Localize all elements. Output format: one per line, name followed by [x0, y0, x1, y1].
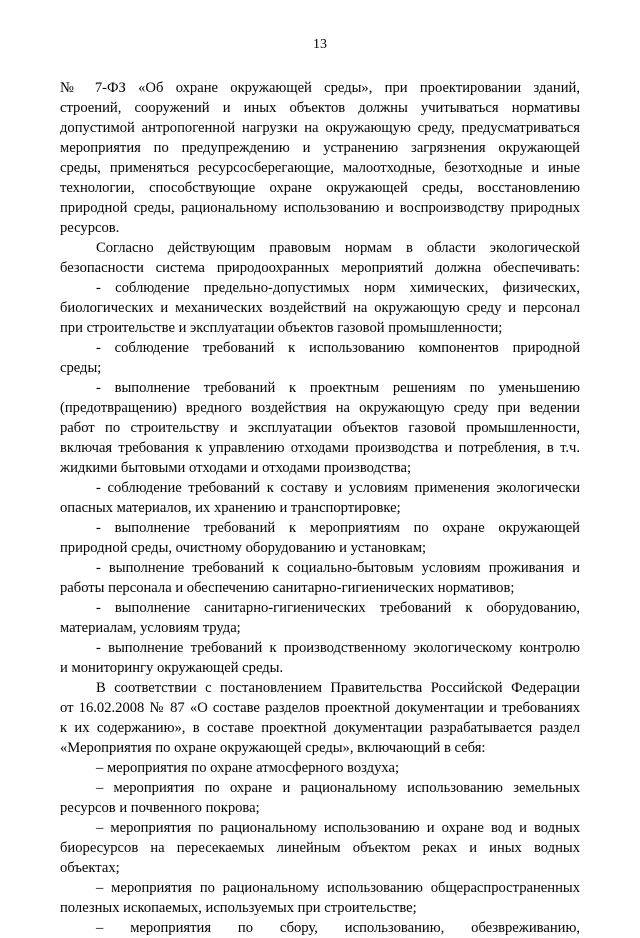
text-line: - выполнение требований к проектным решениям по уменьшению — [96, 380, 580, 396]
text-line: работ по строительству и эксплуатации объектов газовой промышленности, — [60, 420, 580, 436]
page-number: 13 — [313, 37, 327, 52]
text-line: биологических и механических воздействий на окружающую среду и персонал — [60, 300, 580, 316]
text-line: - выполнение требований к мероприятиям по охране окружающей — [96, 520, 580, 536]
text-line: от 16.02.2008 № 87 «О составе разделов проектной документации и требованиях — [60, 700, 580, 716]
text-line: «Мероприятия по охране окружающей среды», включающий в себя: — [60, 740, 486, 756]
text-line: жидкими бытовыми отходами и отходами производства; — [60, 460, 412, 476]
text-line: к их содержанию», в составе проектной документации разрабатывается раздел — [60, 720, 580, 736]
text-line: материалам, условиям труда; — [60, 620, 241, 636]
text-line: – мероприятия по охране и рациональному использованию земельных — [96, 780, 580, 796]
text-line: - выполнение требований к производственному экологическому контролю — [96, 640, 580, 656]
text-line: допустимой антропогенной нагрузки на окружающую среду, предусматриваться — [60, 120, 580, 136]
text-line: опасных материалов, их хранению и транспортировке; — [60, 500, 401, 516]
text-line: В соответствии с постановлением Правительства Российской Федерации — [96, 680, 580, 696]
text-line: – мероприятия по сбору, использованию, обезвреживанию, — [96, 920, 580, 936]
text-line: технологии, способствующие охране окружающей среды, восстановлению — [60, 180, 580, 196]
text-line: мероприятия по предупреждению и устранению загрязнения окружающей — [60, 140, 580, 156]
text-line: природной среды, очистному оборудованию и установкам; — [60, 540, 427, 556]
text-line: работы персонала и обеспечению санитарно-гигиенических нормативов; — [60, 580, 515, 596]
text-line: ресурсов. — [60, 220, 120, 236]
text-line: - соблюдение предельно-допустимых норм химических, физических, — [96, 280, 580, 296]
text-line: - выполнение требований к социально-бытовым условиям проживания и — [96, 560, 580, 576]
body-text — [60, 78, 580, 938]
text-line: и мониторингу окружающей среды. — [60, 660, 284, 676]
text-line: - выполнение санитарно-гигиенических требований к оборудованию, — [96, 600, 580, 616]
text-line: Согласно действующим правовым нормам в области экологической — [96, 240, 580, 256]
text-line: – мероприятия по охране атмосферного воздуха; — [96, 760, 400, 776]
text-line: среды; — [60, 360, 102, 376]
text-line: – мероприятия по рациональному использованию и охране вод и водных — [96, 820, 580, 836]
text-line: - соблюдение требований к составу и условиям применения экологически — [96, 480, 580, 496]
text-line: среды, применяться ресурсосберегающие, малоотходные, безотходные и иные — [60, 160, 580, 176]
text-line: ресурсов и почвенного покрова; — [60, 800, 260, 816]
text-line: при строительстве и эксплуатации объектов газовой промышленности; — [60, 320, 503, 336]
text-line: строений, сооружений и иных объектов должны учитываться нормативы — [60, 100, 580, 116]
text-line: безопасности система природоохранных мероприятий должна обеспечивать: — [60, 260, 580, 276]
text-line: полезных ископаемых, используемых при строительстве; — [60, 900, 417, 916]
text-line: - соблюдение требований к использованию компонентов природной — [96, 340, 580, 356]
text-line: включая требования к управлению отходами производства и потребления, в т.ч. — [60, 440, 580, 456]
text-line: № 7-ФЗ «Об охране окружающей среды», при проектировании зданий, — [60, 80, 580, 96]
text-line: (предотвращению) вредного воздействия на окружающую среду при ведении — [60, 400, 580, 416]
text-line: объектах; — [60, 860, 120, 876]
text-line: – мероприятия по рациональному использованию общераспространенных — [96, 880, 580, 896]
text-line: биоресурсов на пересекаемых линейным объектом реках и иных водных — [60, 840, 580, 856]
text-line: природной среды, рациональному использованию и воспроизводству природных — [60, 200, 580, 216]
